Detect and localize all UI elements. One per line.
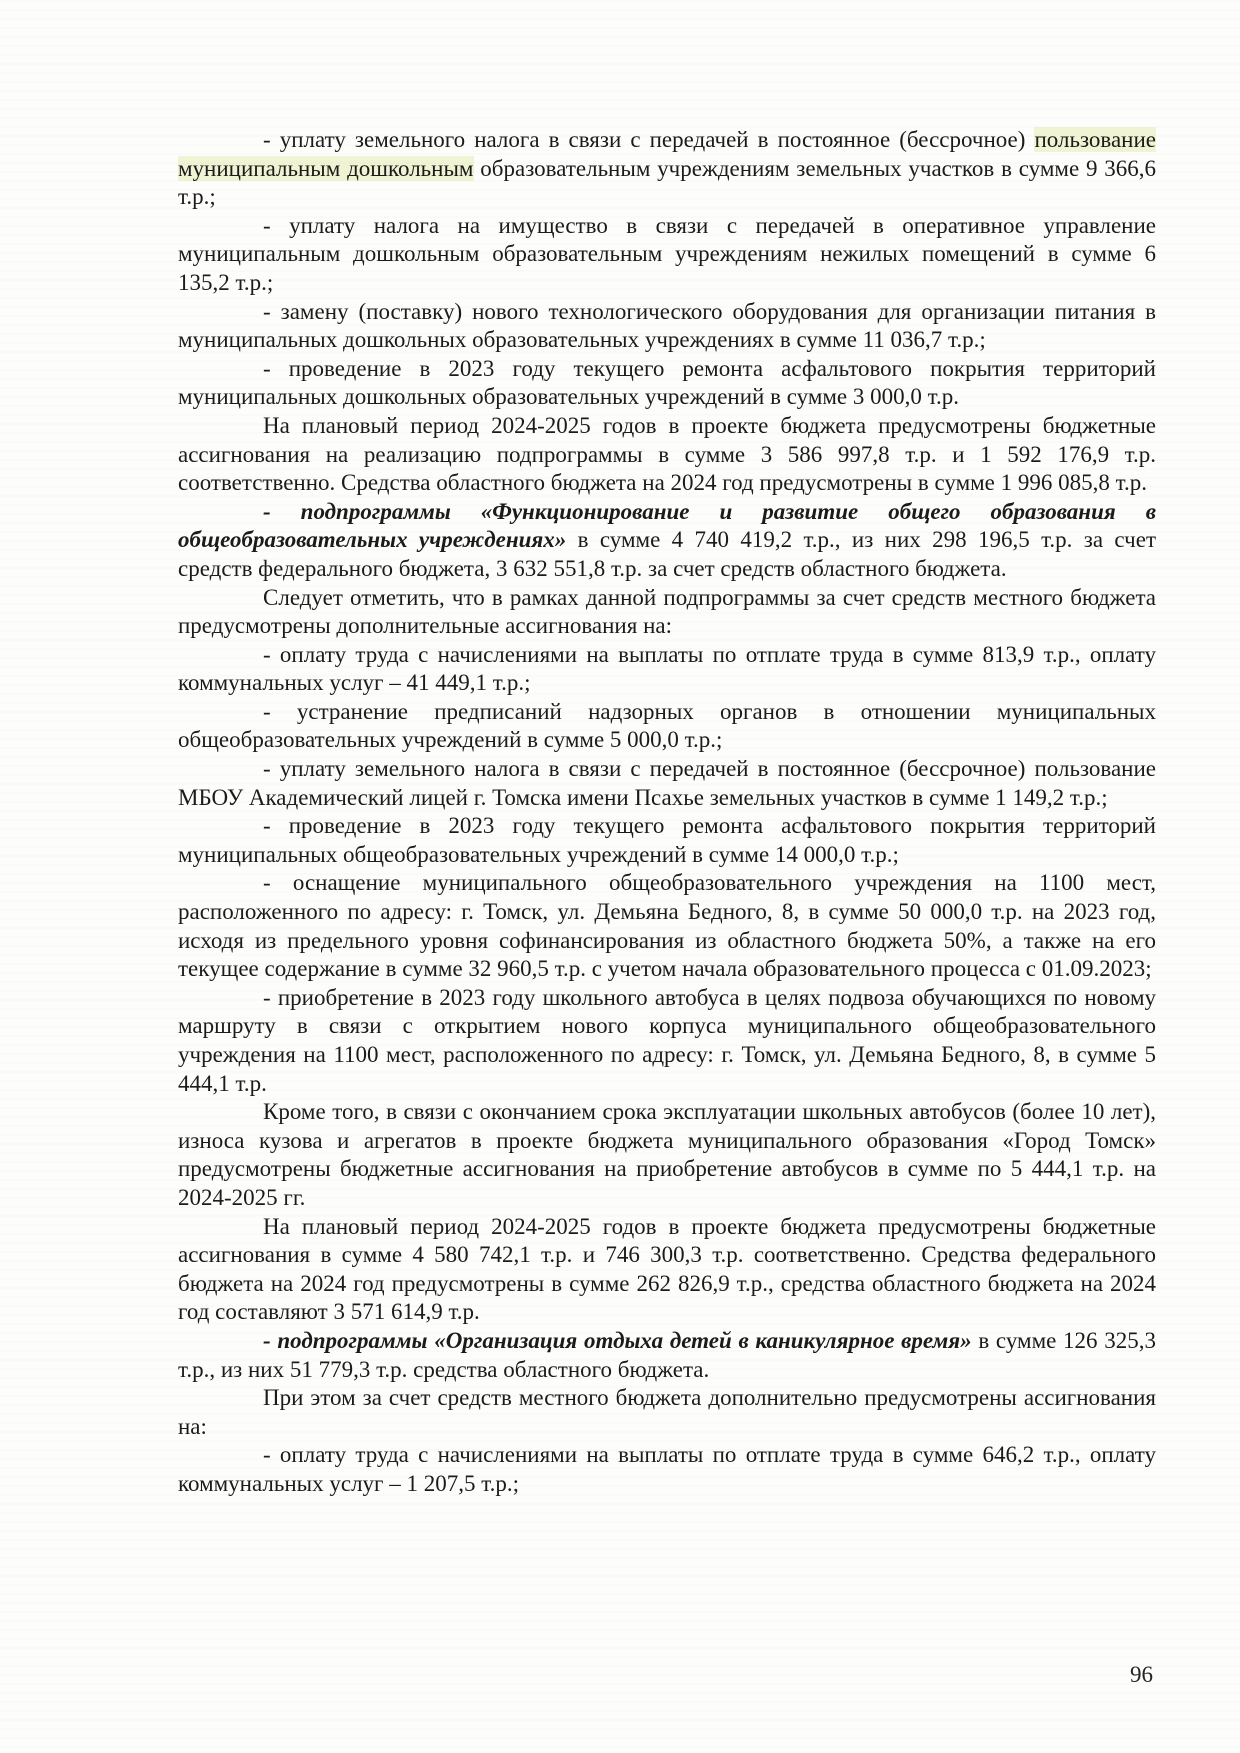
paragraph: [178, 355, 1156, 412]
page-number: 96: [1130, 1662, 1153, 1687]
text-segment: в сумме 4 740 419,2 т.р., из них 298 196,5 т.р. за счет средств федерального бюджета, 3 632 551,8 т.р. за счет средств областного бюджета.: [178, 527, 1156, 581]
text-segment: - подпрограммы «Функционирование и развитие общего образования в общеобразовательных учреждениях»: [178, 498, 1156, 553]
paragraph: [178, 498, 1156, 584]
paragraph: [178, 584, 1156, 641]
text-segment: - замену (поставку) нового технологического оборудования для организации питания в муниципальных дошкольных образовательных учреждениях в сумме 11 036,7 т.р.;: [178, 298, 1156, 353]
text-segment: - уплату земельного налога в связи с передачей в постоянное (бессрочное): [263, 127, 1035, 152]
text-segment: - уплату налога на имущество в связи с передачей в оперативное управление муниципальным дошкольным образовательным учреждениям нежилых помещений в сумме 6 135,2 т.р.;: [178, 212, 1156, 295]
text-segment: При этом за счет средств местного бюджета дополнительно предусмотрены ассигнования на:: [178, 1385, 1156, 1439]
paragraph: [178, 1327, 1156, 1384]
text-segment: - приобретение в 2023 году школьного автобуса в целях подвоза обучающихся по новому маршруту в связи с открытием нового корпуса муниципального общеобразовательного учреждения на 1100 мест, расположенного по адресу: г. Томск, ул. Демьяна Бедного, 8, в сумме 5 444,1 т.р.: [178, 984, 1156, 1096]
paragraph: [178, 126, 1156, 212]
paragraph: [178, 212, 1156, 298]
text-segment: На плановый период 2024-2025 годов в проекте бюджета предусмотрены бюджетные ассигнования в сумме 4 580 742,1 т.р. и 746 300,3 т.р. соответственно. Средства федерального бюджета на 2024 год предусмотрены в сумме 262 826,9 т.р., средства областного бюджета на 2024 год составляют 3 571 614,9 т.р.: [178, 1213, 1156, 1325]
text-segment: На плановый период 2024-2025 годов в проекте бюджета предусмотрены бюджетные ассигнования на реализацию подпрограммы в сумме 3 586 997,8 т.р. и 1 592 176,9 т.р. соответственно. Средства областного бюджета на 2024 год предусмотрены в сумме 1 996 085,8 т.р.: [178, 412, 1156, 496]
text-segment: пользование муниципальным дошкольным: [178, 127, 1156, 181]
text-segment: - оплату труда с начислениями на выплаты по отплате труда в сумме 646,2 т.р., оплату коммунальных услуг – 1 207,5 т.р.;: [178, 1442, 1156, 1496]
text-segment: - оснащение муниципального общеобразовательного учреждения на 1100 мест, расположенного по адресу: г. Томск, ул. Демьяна Бедного, 8, в сумме 50 000,0 т.р. на 2023 год, исходя из предельного уровня софинансирования из областного бюджета 50%, а также на его текущее содержание в сумме 32 960,5 т.р. с учетом начала образовательного процесса с 01.09.2023;: [178, 870, 1156, 982]
text-segment: - подпрограммы «Организация отдыха детей в каникулярное время»: [263, 1327, 972, 1353]
paragraph: [178, 812, 1156, 869]
paragraph: [178, 1384, 1156, 1441]
paragraph: [178, 1213, 1156, 1327]
paragraph: [178, 1441, 1156, 1498]
text-segment: - уплату земельного налога в связи с передачей в постоянное (бессрочное) пользование МБОУ Академический лицей г. Томска имени Псахье земельных участков в сумме 1 149,2 т.р.;: [178, 756, 1156, 810]
document-body: [178, 126, 1156, 1499]
paragraph: [178, 1098, 1156, 1212]
text-segment: - проведение в 2023 году текущего ремонта асфальтового покрытия территорий муниципальных общеобразовательных учреждений в сумме 14 000,0 т.р.;: [178, 813, 1156, 867]
text-segment: - оплату труда с начислениями на выплаты по отплате труда в сумме 813,9 т.р., оплату коммунальных услуг – 41 449,1 т.р.;: [178, 641, 1156, 696]
text-segment: в сумме 126 325,3 т.р., из них 51 779,3 т.р. средства областного бюджета.: [178, 1327, 1156, 1382]
text-segment: Кроме того, в связи с окончанием срока эксплуатации школьных автобусов (более 10 лет), износа кузова и агрегатов в проекте бюджета муниципального образования «Город Томск» предусмотрены бюджетные ассигнования на приобретение автобусов в сумме по 5 444,1 т.р. на 2024-2025 гг.: [178, 1099, 1156, 1210]
paragraph: [178, 755, 1156, 812]
paragraph: [178, 412, 1156, 498]
paragraph: [178, 869, 1156, 983]
paragraph: [178, 984, 1156, 1098]
text-segment: Следует отметить, что в рамках данной подпрограммы за счет средств местного бюджета предусмотрены дополнительные ассигнования на:: [178, 584, 1156, 639]
paragraph: [178, 641, 1156, 698]
text-segment: образовательным учреждениям земельных участков в сумме 9 366,6 т.р.;: [178, 155, 1156, 210]
paragraph: [178, 298, 1156, 355]
paragraph: [178, 698, 1156, 755]
text-segment: - проведение в 2023 году текущего ремонта асфальтового покрытия территорий муниципальных дошкольных образовательных учреждений в сумме 3 000,0 т.р.: [178, 355, 1156, 410]
text-segment: - устранение предписаний надзорных органов в отношении муниципальных общеобразовательных учреждений в сумме 5 000,0 т.р.;: [178, 698, 1156, 753]
